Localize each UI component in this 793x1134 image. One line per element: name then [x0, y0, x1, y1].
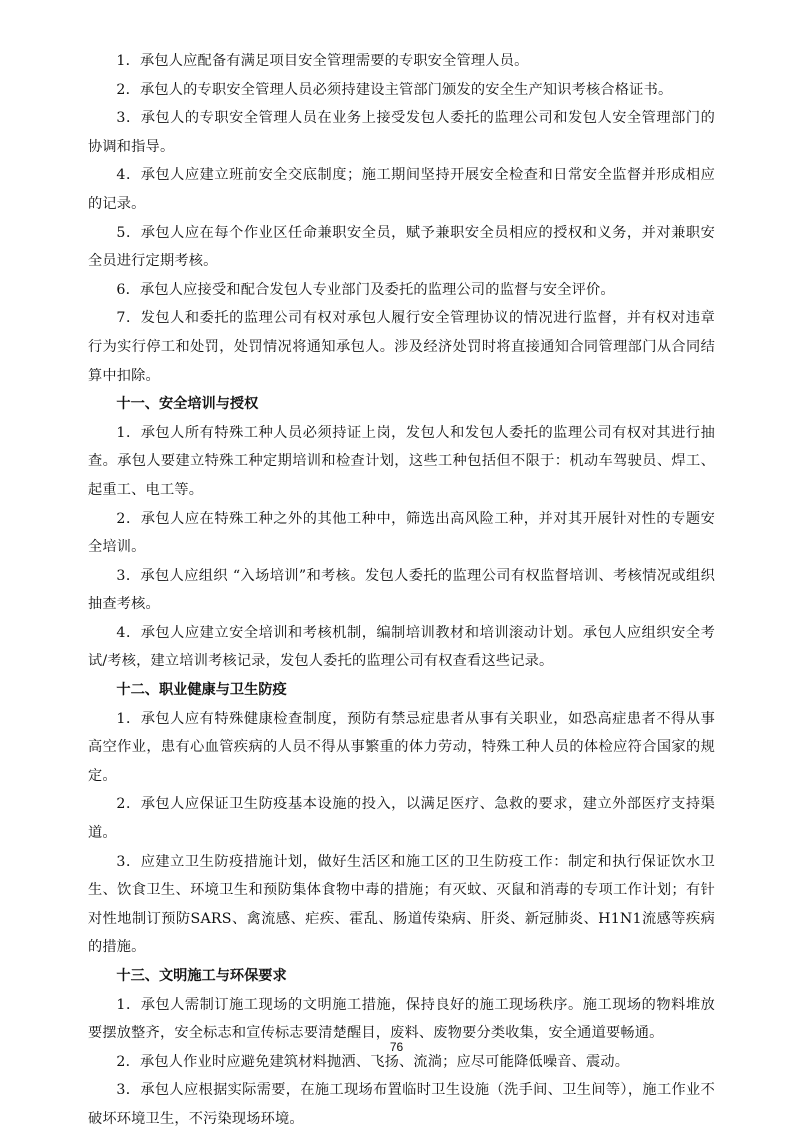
section-heading: 十一、安全培训与授权: [116, 396, 259, 413]
paragraph: 3．承包人的专职安全管理人员在业务上接受发包人委托的监理公司和发包人安全管理部门的协调和指导。: [88, 110, 715, 155]
section-heading: 十二、职业健康与卫生防疫: [116, 682, 287, 699]
paragraph: 1．承包人需制订施工现场的文明施工措施，保持良好的施工现场秩序。施工现场的物料堆放要摆放整齐，安全标志和宣传标志要清楚醒目，废料、废物要分类收集，安全通道要畅通。: [88, 996, 715, 1042]
paragraph: 4．承包人应建立班前安全交底制度；施工期间坚持开展安全检查和日常安全监督并形成相应的记录。: [88, 167, 715, 212]
paragraph: 1．承包人应有特殊健康检查制度，预防有禁忌症患者从事有关职业，如恐高症患者不得从事高空作业，患有心血管疾病的人员不得从事繁重的体力劳动，特殊工种人员的体检应符合国家的规定。: [88, 710, 715, 784]
page-number: 76: [389, 1040, 404, 1054]
document-page: [88, 47, 715, 1134]
paragraph: 3．应建立卫生防疫措施计划，做好生活区和施工区的卫生防疫工作：制定和执行保证饮水卫生、饮食卫生、环境卫生和预防集体食物中毒的措施；有灭蚊、灭鼠和消毒的专项工作计划；有针对性地制订预防SARS、禽流感、疟疾、霍乱、肠道传染病、肝炎、新冠肺炎、H1N1流感等疾病的措施。: [88, 853, 715, 956]
paragraph: 2．承包人应在特殊工种之外的其他工种中，筛选出高风险工种，并对其开展针对性的专题安全培训。: [88, 510, 715, 556]
section-safety-training: [88, 390, 715, 676]
paragraph: 4．承包人应建立安全培训和考核机制，编制培训教材和培训滚动计划。承包人应组织安全考试/考核，建立培训考核记录，发包人委托的监理公司有权查看这些记录。: [88, 624, 715, 670]
paragraph: 2．承包人的专职安全管理人员必须持建设主管部门颁发的安全生产知识考核合格证书。: [116, 81, 673, 98]
paragraph: 6．承包人应接受和配合发包人专业部门及委托的监理公司的监督与安全评价。: [116, 281, 615, 298]
paragraph: 2．承包人作业时应避免建筑材料抛洒、飞扬、流淌；应尽可能降低噪音、震动。: [116, 1053, 630, 1070]
paragraph: 5．承包人应在每个作业区任命兼职安全员，赋予兼职安全员相应的授权和义务，并对兼职安全员进行定期考核。: [88, 224, 715, 270]
paragraph: 1．承包人应配备有满足项目安全管理需要的专职安全管理人员。: [116, 53, 529, 69]
paragraph: 1．承包人所有特殊工种人员必须持证上岗，发包人和发包人委托的监理公司有权对其进行抽查。承包人要建立特殊工种定期培训和检查计划，这些工种包括但不限于：机动车驾驶员、焊工、起重工、电工等。: [88, 424, 715, 498]
paragraph: 2．承包人应保证卫生防疫基本设施的投入，以满足医疗、急救的要求，建立外部医疗支持渠道。: [88, 796, 715, 842]
section-occupational-health: [88, 676, 715, 962]
section-heading: 十三、文明施工与环保要求: [116, 968, 287, 984]
paragraph: 3．承包人应根据实际需要，在施工现场布置临时卫生设施（洗手间、卫生间等），施工作业不破坏环境卫生，不污染现场环境。: [88, 1082, 715, 1127]
intro-list: [88, 47, 715, 390]
paragraph: 7．发包人和委托的监理公司有权对承包人履行安全管理协议的情况进行监督，并有权对违章行为实行停工和处罚，处罚情况将通知承包人。涉及经济处罚时将直接通知合同管理部门从合同结算中扣除。: [88, 310, 715, 384]
paragraph: 3．承包人应组织 “入场培训”和考核。发包人委托的监理公司有权监督培训、考核情况或组织抽查考核。: [88, 567, 715, 613]
